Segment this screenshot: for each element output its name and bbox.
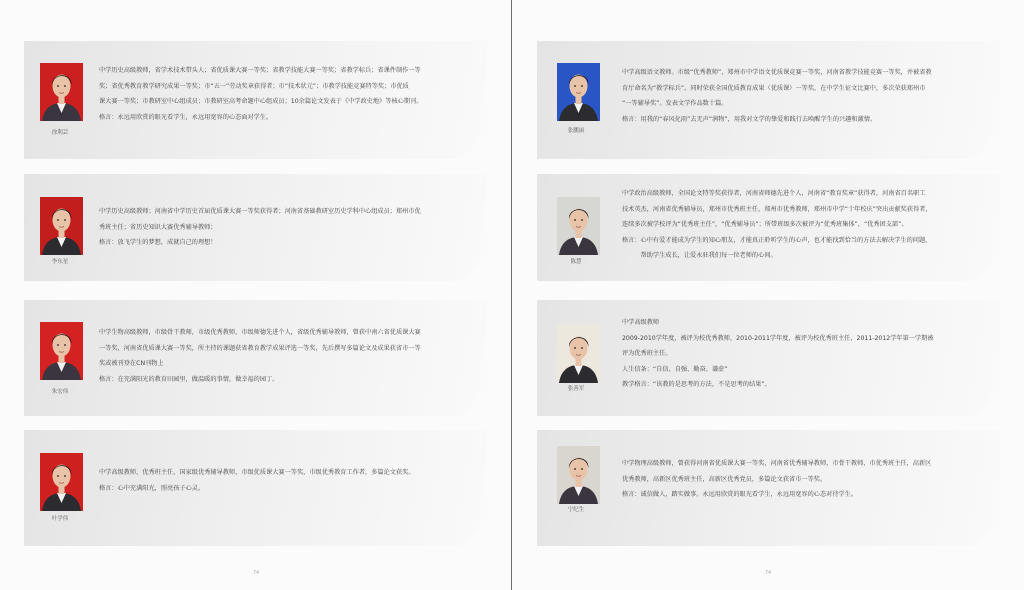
teacher-bio [622,186,932,264]
bio-line: 格言：永远用欣赏的眼光看学生，永远用宽容的心态面对学生。 [99,113,273,121]
page-number: 74 [252,570,260,576]
bio-line: 人生信条：“自信、自强、勤奋、谦虚” [622,365,728,373]
teacher-photo [557,325,600,383]
teacher-name: 叶学伟 [51,516,69,522]
bio-line: 优秀教师，高新区优秀班主任，高新区优秀党员，多篇论文获省市一等奖。 [622,475,827,483]
teacher-name: 李东星 [51,259,69,265]
teacher-photo [557,63,600,121]
bio-line: 格言：诚信做人，踏实做事。永远用欣赏的眼光看学生，永远用宽容的心态对待学生。 [622,491,858,498]
page-number: 74 [764,570,772,576]
teacher-bio [99,63,422,125]
bio-line: 育厅命名为“教学标兵”。同时荣获全国优质教育成果（优质课）一等奖，在中学生征文比赛中，多次荣获郑州市 [622,84,926,92]
teacher-name: 陈慧 [570,259,582,265]
teacher-bio [99,465,415,496]
bio-line: 中学政治高级教师，全国论文特等奖获得者，河南省师德先进个人，河南省“教育奖章”获得者，河南省百名职工 [622,190,926,197]
bio-line: 中学历史高级教师；河南省中学历史首届优质课大赛一等奖获得者；河南省基础教研室历史学科中心组成员；郑州市优 [99,208,421,215]
teacher-photo [40,322,83,380]
bio-line: 中学物理高级教师，曾获得河南省优质课大赛一等奖，河南省优秀辅导教师，市骨干教师，市优秀班主任，高新区 [622,460,932,467]
bio-line: 技术英杰，河南省优秀辅导员，郑州市优秀班主任，郑州市优秀教师，郑州市中学“十年校庆”突出贡献奖获得者， [622,205,932,213]
teacher-bio [99,204,421,251]
bio-line: 格言：用我的“春风化雨”去无声“润物”，用我对文学的挚爱和践行去唤醒学生的兴趣和激情。 [622,115,877,123]
bio-line: 课大赛一等奖；市教研室中心组成员；市教研室高考命题中心组成员；10余篇论文发表于《中学政史地》等核心期刊。 [99,98,423,105]
teacher-photo [40,453,83,511]
teacher-bio [622,315,934,393]
teacher-name: 张鹏丽 [567,128,585,134]
bio-line: 教学格言：“该教的是思考的方法，不是思考的结果”。 [622,381,771,388]
bio-line: 中学高级语文教师。市级“优秀教师”，郑州市中学语文优质课竞赛一等奖，河南省教学技能竞赛一等奖，并被省教 [622,69,932,76]
teacher-name: 宁纪生 [567,507,585,513]
teacher-bio [622,456,931,503]
bio-line: 格言：心中充满阳光，照亮孩子心灵。 [99,484,205,492]
teacher-name: 张善军 [567,386,585,392]
bio-line: 中学生物高级教师，市级骨干教师，市级优秀教师，市级师德先进个人，省级优秀辅导教师，曾获中南六省优质课大赛 [99,329,421,336]
bio-line: 连续多次被学校评为“优秀班主任”，“优秀辅导员”；所带班级多次被评为“优秀班集体”，“优秀团支部”。 [622,221,908,228]
teacher-name: 朱宏伟 [51,389,69,395]
teacher-photo [557,197,600,255]
teacher-name: 徐利芸 [51,130,69,136]
bio-line: 奖或被刊登在CN刊物上 [99,360,164,367]
bio-line: 秀班主任；省历史知识大赛优秀辅导教师； [99,223,217,231]
teacher-photo [40,197,83,255]
bio-line: 格言：放飞学生的梦想，成就自己的理想！ [99,239,217,246]
bio-line: 中学高级教师，优秀班主任，国家级优秀辅导教师，市级优质课大赛一等奖，市级优秀教育工作者，多篇论文获奖。 [99,469,415,476]
teacher-photo [557,446,600,504]
teacher-bio [99,325,421,387]
teacher-bio [622,65,932,127]
bio-line: 帮助学生成长，让爱永驻我们每一位老师的心间。 [622,252,777,259]
bio-line: 格言：在充满阳光的教育田园里，做温暖的事情，做幸福的园丁。 [99,375,279,383]
bio-line: 中学高级教师 [622,319,660,326]
bio-line: 2009-2010学年度，被评为校优秀教师，2010-2011学年度，被评为校优秀班主任，2011-2012学年第一学期被 [622,334,934,342]
bio-line: 一等奖，河南省优质课大赛一等奖，所主持的课题获省教育教学成果评选一等奖，先后撰写多篇论文及成果获省市一等 [99,344,421,352]
bio-line: “一等辅导奖”。发表文学作品数十篇。 [622,100,728,107]
bio-line: 格言：心中有爱才能成为学生的知心朋友，才能真正聆听学生的心声，也才能找到恰当的方法去解决学生的问题， [622,236,932,244]
teacher-photo [40,63,83,121]
bio-line: 奖；省优秀教育教学研究成果一等奖；市“五一”劳动奖章获得者；市“技术状元”；市教学技能竞赛特等奖；市优质 [99,82,409,90]
bio-line: 评为优秀班主任。 [622,350,672,357]
bio-line: 中学历史高级教师，省学术技术带头人；省优质课大赛一等奖；省教学技能大赛一等奖；省教学标兵；省课件制作一等 [99,67,421,74]
